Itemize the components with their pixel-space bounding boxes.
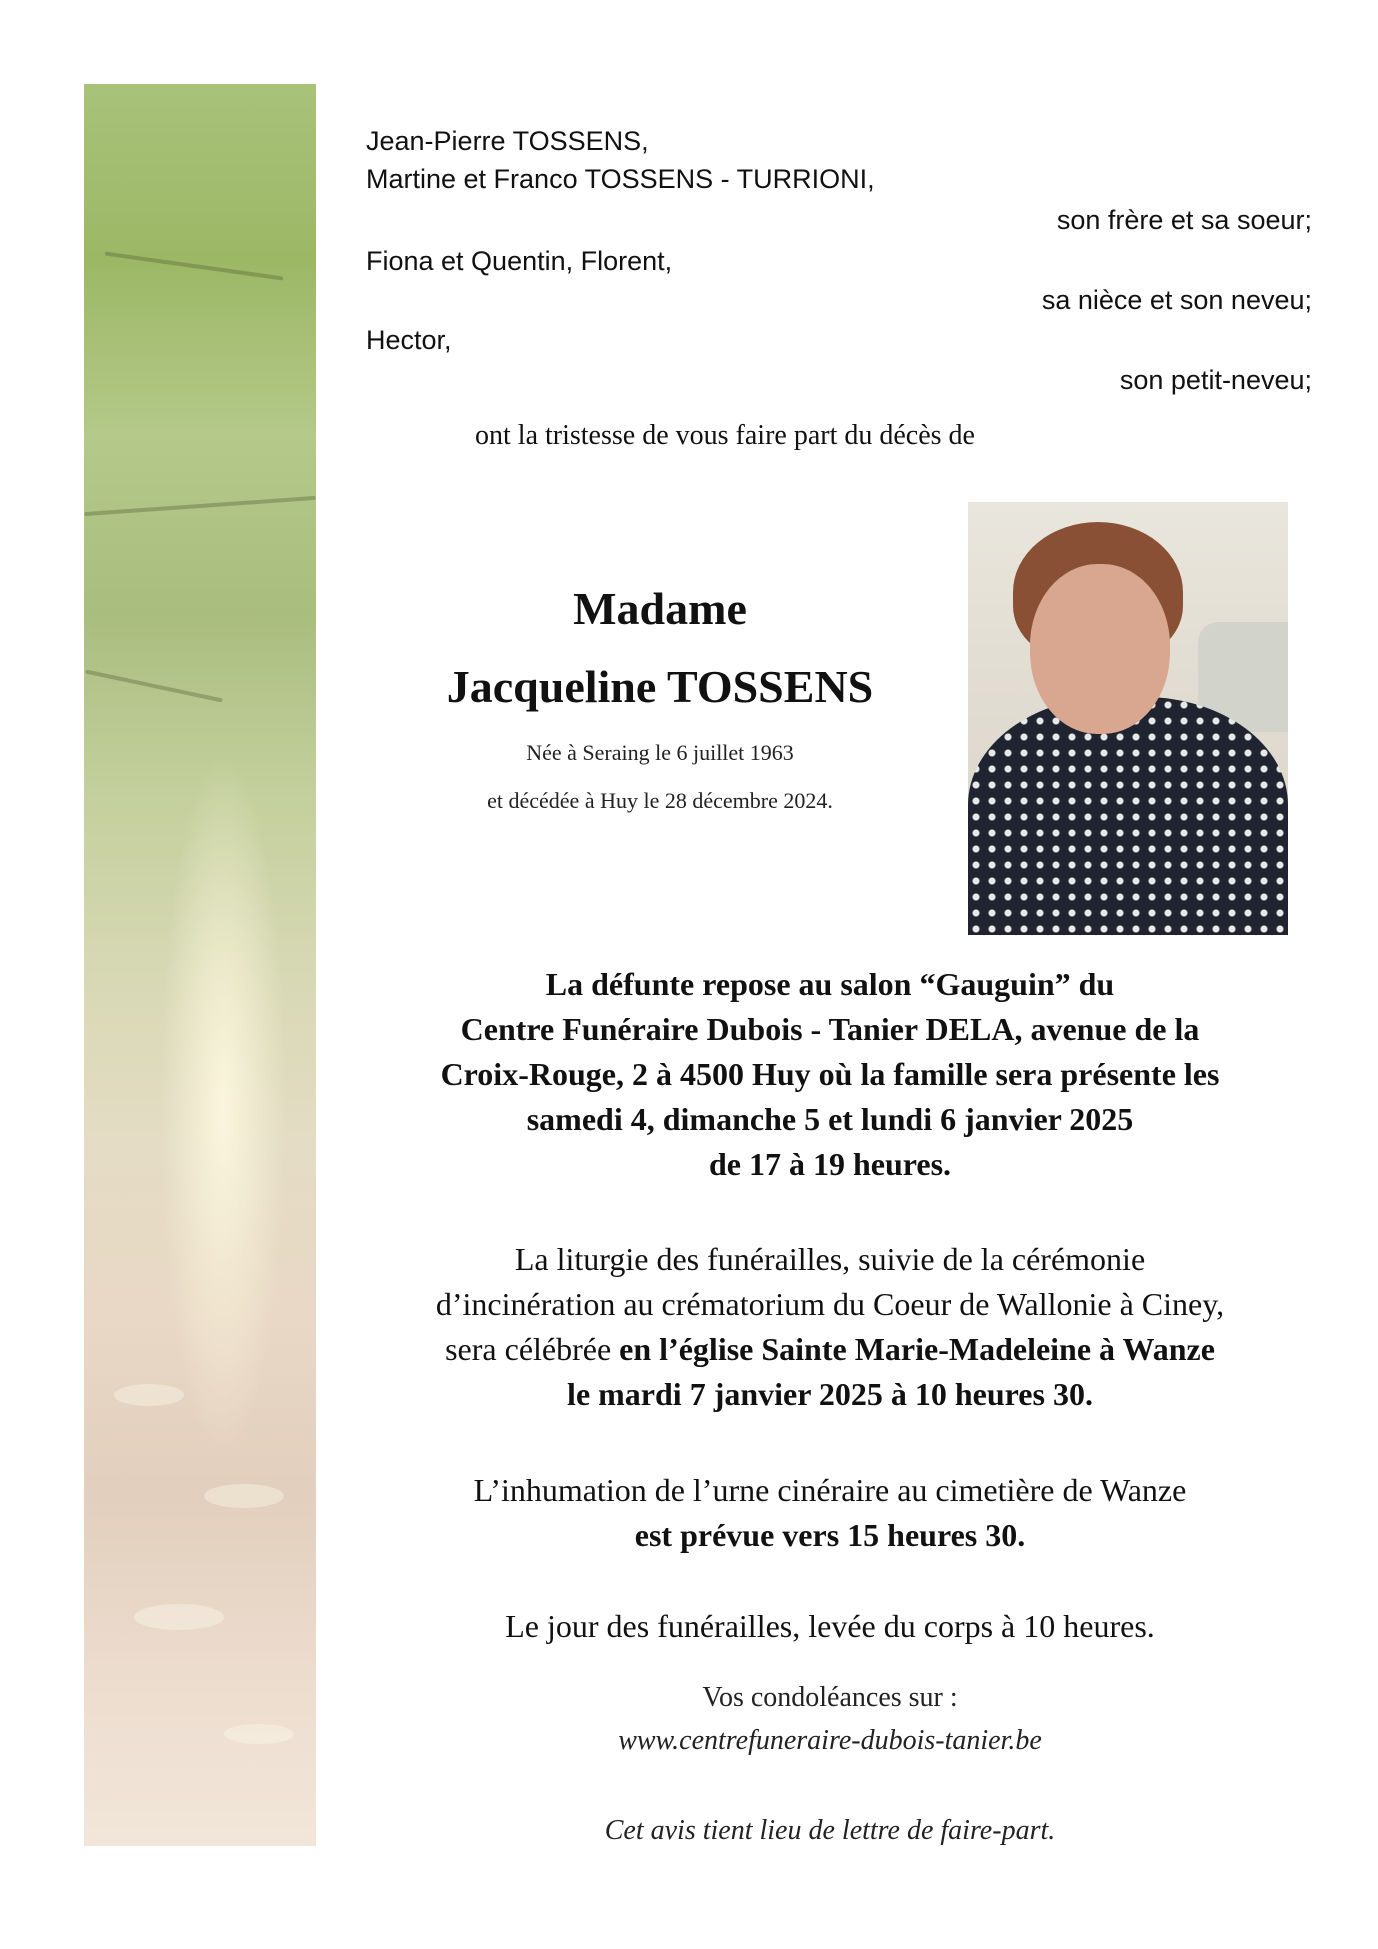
light-dapple [204, 1484, 284, 1508]
tree-branch [84, 496, 316, 516]
family-member-2: Martine et Franco TOSSENS - TURRIONI, [366, 164, 875, 194]
light-dapple [224, 1724, 294, 1744]
condolences-label: Vos condoléances sur : [702, 1682, 958, 1713]
viewing-line-5: de 17 à 19 heures. [708, 1146, 952, 1182]
birth-info: Née à Seraing le 6 juillet 1963 [526, 740, 794, 765]
family-member-4: Hector, [366, 325, 452, 355]
relation-siblings: son frère et sa soeur; [1056, 205, 1312, 235]
viewing-line-3: Croix-Rouge, 2 à 4500 Huy où la famille sera présente les [440, 1056, 1220, 1092]
burial-time: est prévue vers 15 heures 30. [634, 1517, 1026, 1553]
death-info: et décédée à Huy le 28 décembre 2024. [487, 788, 833, 813]
liturgy-date: le mardi 7 janvier 2025 à 10 heures 30. [567, 1376, 1093, 1412]
light-dapple [134, 1604, 224, 1630]
burial-line-1: L’inhumation de l’urne cinéraire au cimetière de Wanze [473, 1472, 1187, 1508]
light-dapple [114, 1384, 184, 1406]
family-member-3: Fiona et Quentin, Florent, [366, 246, 673, 276]
viewing-line-4: samedi 4, dimanche 5 et lundi 6 janvier 2025 [526, 1101, 1134, 1137]
tree-branch [85, 669, 223, 702]
relation-niece-nephew: sa nièce et son neveu; [1041, 285, 1312, 315]
deceased-name: Jacqueline TOSSENS [446, 661, 874, 712]
family-member-1: Jean-Pierre TOSSENS, [366, 126, 649, 156]
viewing-line-1: La défunte repose au salon “Gauguin” du [545, 966, 1115, 1002]
liturgy-church: en l’église Sainte Marie-Madeleine à Wanze [619, 1331, 1215, 1367]
relation-grand-nephew: son petit-neveu; [1119, 365, 1312, 395]
viewing-line-2: Centre Funéraire Dubois - Tanier DELA, avenue de la [460, 1011, 1200, 1047]
deceased-photo [968, 502, 1288, 935]
forest-path-image [84, 84, 316, 1846]
liturgy-line-2: d’incinération au crématorium du Coeur de Wallonie à Ciney, [435, 1286, 1225, 1322]
liturgy-line-3-normal: sera célébrée [445, 1331, 620, 1367]
intro-text: ont la tristesse de vous faire part du décès de [475, 420, 975, 451]
viewing-paragraph [330, 962, 1330, 1187]
levee-text: Le jour des funérailles, levée du corps à 10 heures. [505, 1608, 1155, 1644]
liturgy-line-1: La liturgie des funérailles, suivie de la cérémonie [514, 1241, 1146, 1277]
photo-face [1030, 564, 1170, 734]
photo-body [968, 697, 1288, 935]
deceased-title: Madame [573, 583, 747, 634]
tree-branch [105, 251, 284, 280]
footer-note: Cet avis tient lieu de lettre de faire-part. [604, 1815, 1056, 1846]
condolences-url[interactable]: www.centrefuneraire-dubois-tanier.be [618, 1725, 1042, 1756]
liturgy-paragraph [330, 1237, 1330, 1417]
burial-paragraph [330, 1468, 1330, 1558]
liturgy-line-3 [330, 1327, 1330, 1372]
